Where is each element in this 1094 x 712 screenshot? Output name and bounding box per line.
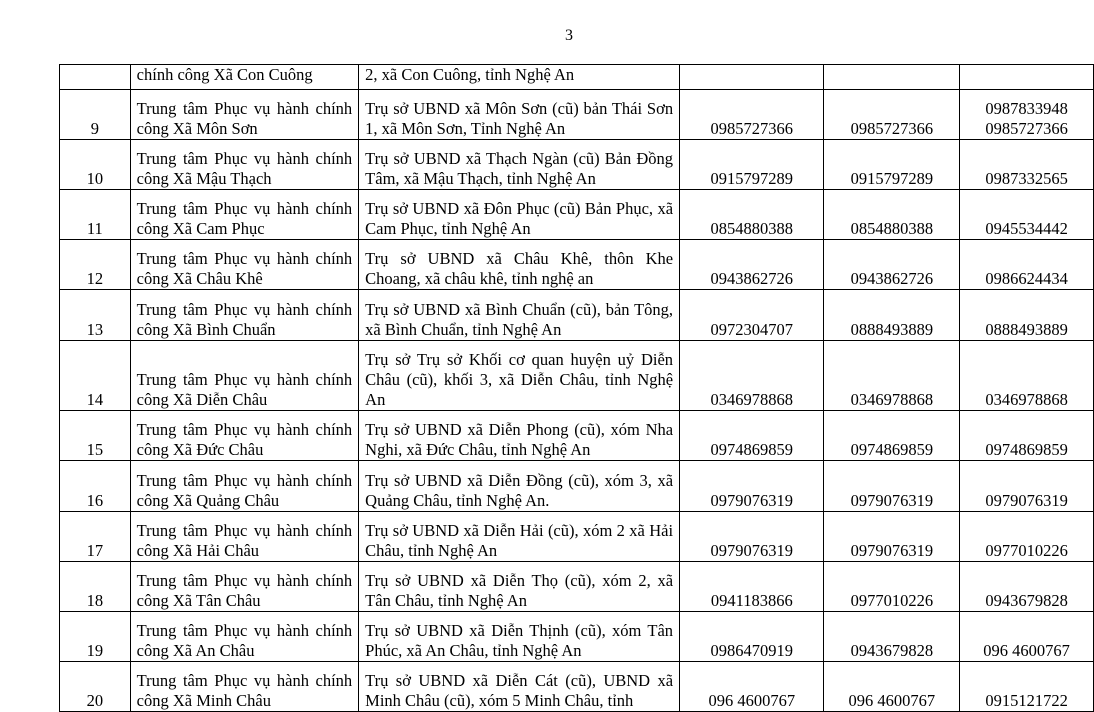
phone-3: 0943679828 (960, 562, 1094, 612)
office-address: Trụ sở UBND xã Diễn Cát (cũ), UBND xã Minh Châu (cũ), xóm 5 Minh Châu, tỉnh (359, 662, 680, 712)
office-name: Trung tâm Phục vụ hành chính công Xã Châu Khê (130, 240, 359, 290)
row-number: 11 (60, 190, 131, 240)
row-number: 14 (60, 341, 131, 411)
row-number: 10 (60, 140, 131, 190)
phone-2: 0943862726 (824, 240, 960, 290)
phone-3: 0986624434 (960, 240, 1094, 290)
row-number: 19 (60, 612, 131, 662)
table-row (60, 512, 1094, 562)
office-address: Trụ sở UBND xã Diễn Hải (cũ), xóm 2 xã Hải Châu, tỉnh Nghệ An (359, 512, 680, 562)
phone-2: 0977010226 (824, 562, 960, 612)
phone-1: 0854880388 (680, 190, 824, 240)
table-row (60, 562, 1094, 612)
office-address: Trụ sở UBND xã Diễn Thọ (cũ), xóm 2, xã Tân Châu, tỉnh Nghệ An (359, 562, 680, 612)
phone-2: 0346978868 (824, 341, 960, 411)
office-name: Trung tâm Phục vụ hành chính công Xã Minh Châu (130, 662, 359, 712)
row-number (60, 65, 131, 90)
phone-2: 0974869859 (824, 411, 960, 461)
table-row (60, 90, 1094, 140)
phone-1: 0346978868 (680, 341, 824, 411)
office-address: Trụ sở UBND xã Môn Sơn (cũ) bản Thái Sơn 1, xã Môn Sơn, Tỉnh Nghệ An (359, 90, 680, 140)
offices-table (59, 64, 1094, 712)
phone-2: 0985727366 (824, 90, 960, 140)
table-row (60, 341, 1094, 411)
phone-3: 0987332565 (960, 140, 1094, 190)
phone-1: 0943862726 (680, 240, 824, 290)
office-name: Trung tâm Phục vụ hành chính công Xã Cam Phục (130, 190, 359, 240)
phone-2: 0943679828 (824, 612, 960, 662)
office-name: Trung tâm Phục vụ hành chính công Xã Tân Châu (130, 562, 359, 612)
table-row (60, 290, 1094, 341)
table-row (60, 240, 1094, 290)
row-number: 9 (60, 90, 131, 140)
office-name: Trung tâm Phục vụ hành chính công Xã Hải Châu (130, 512, 359, 562)
phone-2 (824, 65, 960, 90)
phone-1: 0974869859 (680, 411, 824, 461)
phone-3: 0945534442 (960, 190, 1094, 240)
office-address: Trụ sở UBND xã Diễn Phong (cũ), xóm Nha Nghi, xã Đức Châu, tỉnh Nghệ An (359, 411, 680, 461)
phone-1 (680, 65, 824, 90)
phone-3: 0915121722 (960, 662, 1094, 712)
table-row (60, 140, 1094, 190)
office-address: Trụ sở UBND xã Đôn Phục (cũ) Bản Phục, xã Cam Phục, tỉnh Nghệ An (359, 190, 680, 240)
page-number: 3 (565, 27, 573, 44)
office-name: Trung tâm Phục vụ hành chính công Xã Diễn Châu (130, 341, 359, 411)
row-number: 18 (60, 562, 131, 612)
phone-3-line-2: 0985727366 (985, 119, 1068, 138)
office-name: Trung tâm Phục vụ hành chính công Xã An Châu (130, 612, 359, 662)
phone-1: 096 4600767 (680, 662, 824, 712)
table-row (60, 411, 1094, 461)
phone-1: 0986470919 (680, 612, 824, 662)
phone-3 (960, 65, 1094, 90)
phone-1: 0979076319 (680, 461, 824, 512)
row-number: 16 (60, 461, 131, 512)
phone-1: 0985727366 (680, 90, 824, 140)
office-address: Trụ sở UBND xã Thạch Ngàn (cũ) Bản Đồng Tâm, xã Mậu Thạch, tỉnh Nghệ An (359, 140, 680, 190)
office-address: 2, xã Con Cuông, tỉnh Nghệ An (359, 65, 680, 90)
row-number: 17 (60, 512, 131, 562)
table-row (60, 662, 1094, 712)
phone-1: 0972304707 (680, 290, 824, 341)
row-number: 12 (60, 240, 131, 290)
row-number: 13 (60, 290, 131, 341)
phone-2: 0979076319 (824, 461, 960, 512)
office-address: Trụ sở Trụ sở Khối cơ quan huyện uỷ Diễn Châu (cũ), khối 3, xã Diễn Châu, tỉnh Nghệ An (359, 341, 680, 411)
table-row (60, 461, 1094, 512)
table-row (60, 190, 1094, 240)
phone-3: 0977010226 (960, 512, 1094, 562)
phone-1: 0915797289 (680, 140, 824, 190)
phone-3: 096 4600767 (960, 612, 1094, 662)
table-row (60, 612, 1094, 662)
phone-3: 0346978868 (960, 341, 1094, 411)
phone-3 (960, 90, 1094, 140)
phone-2: 0888493889 (824, 290, 960, 341)
phone-3: 0974869859 (960, 411, 1094, 461)
phone-2: 096 4600767 (824, 662, 960, 712)
phone-1: 0941183866 (680, 562, 824, 612)
office-name: Trung tâm Phục vụ hành chính công Xã Quảng Châu (130, 461, 359, 512)
office-address: Trụ sở UBND xã Châu Khê, thôn Khe Choang, xã châu khê, tỉnh nghệ an (359, 240, 680, 290)
row-number: 20 (60, 662, 131, 712)
office-address: Trụ sở UBND xã Diễn Đồng (cũ), xóm 3, xã Quảng Châu, tỉnh Nghệ An. (359, 461, 680, 512)
office-name: Trung tâm Phục vụ hành chính công Xã Mậu Thạch (130, 140, 359, 190)
phone-3: 0979076319 (960, 461, 1094, 512)
office-name: chính công Xã Con Cuông (130, 65, 359, 90)
office-name: Trung tâm Phục vụ hành chính công Xã Bình Chuẩn (130, 290, 359, 341)
office-name: Trung tâm Phục vụ hành chính công Xã Môn Sơn (130, 90, 359, 140)
phone-2: 0854880388 (824, 190, 960, 240)
phone-3: 0888493889 (960, 290, 1094, 341)
table-row (60, 65, 1094, 90)
row-number: 15 (60, 411, 131, 461)
phone-3-line-1: 0987833948 (985, 99, 1068, 118)
office-address: Trụ sở UBND xã Diễn Thịnh (cũ), xóm Tân Phúc, xã An Châu, tỉnh Nghệ An (359, 612, 680, 662)
office-name: Trung tâm Phục vụ hành chính công Xã Đức Châu (130, 411, 359, 461)
office-address: Trụ sở UBND xã Bình Chuẩn (cũ), bản Tông, xã Bình Chuẩn, tỉnh Nghệ An (359, 290, 680, 341)
phone-1: 0979076319 (680, 512, 824, 562)
phone-2: 0979076319 (824, 512, 960, 562)
phone-2: 0915797289 (824, 140, 960, 190)
